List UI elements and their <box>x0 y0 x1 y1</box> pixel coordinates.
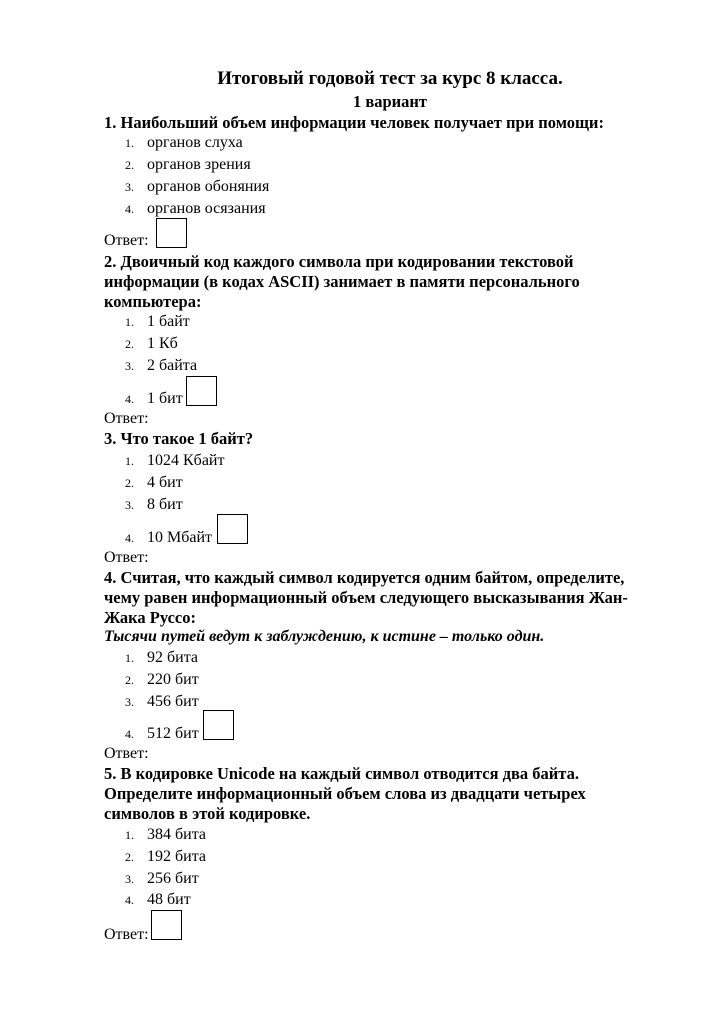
option-text: 384 бита <box>147 826 206 843</box>
q2-answer-box[interactable] <box>186 376 217 406</box>
option-number: 4. <box>125 531 134 545</box>
option-number: 1. <box>125 651 134 665</box>
option-number: 4. <box>125 893 134 907</box>
test-title: Итоговый годовой тест за курс 8 класса. <box>217 68 563 89</box>
question-1-text: 1. Наибольший объем информации человек получает при помощи: <box>104 113 604 132</box>
option-text: органов обоняния <box>147 178 270 195</box>
option-text: 8 бит <box>147 496 183 513</box>
q5-answer-box[interactable] <box>151 910 182 940</box>
q3-answer-box[interactable] <box>217 514 248 544</box>
q5-option-2 <box>125 847 206 867</box>
option-number: 4. <box>125 202 134 216</box>
q2-option-4 <box>125 389 183 409</box>
q2-option-1 <box>125 312 190 332</box>
q3-option-3 <box>125 495 183 515</box>
question-2-text: 2. Двоичный код каждого символа при кодировании текстовой информации (в кодах ASCII) занимает в памяти персонального компьютера: <box>104 252 580 311</box>
q5-option-4 <box>125 890 191 910</box>
q1-option-4 <box>125 199 266 219</box>
option-number: 1. <box>125 315 134 329</box>
question-3-text: 3. Что такое 1 байт? <box>104 429 254 448</box>
option-text: 4 бит <box>147 474 183 491</box>
q4-quote: Тысячи путей ведут к заблуждению, к истине – только один. <box>104 628 545 645</box>
q2-answer-label: Ответ: <box>104 410 149 427</box>
option-text: 10 Мбайт <box>147 529 213 546</box>
option-text: органов зрения <box>147 156 251 173</box>
option-text: 2 байта <box>147 357 198 374</box>
option-number: 4. <box>125 392 134 406</box>
q1-option-3 <box>125 177 269 197</box>
option-number: 1. <box>125 828 134 842</box>
q1-answer-box[interactable] <box>156 218 187 248</box>
option-text: 1024 Кбайт <box>147 452 225 469</box>
option-number: 1. <box>125 136 134 150</box>
option-number: 3. <box>125 695 134 709</box>
option-text: 1 Кб <box>147 335 178 352</box>
q4-option-3 <box>125 692 199 712</box>
q5-answer-label: Ответ: <box>104 926 149 943</box>
q3-option-2 <box>125 473 183 493</box>
q1-option-1 <box>125 133 243 153</box>
option-text: 456 бит <box>147 693 199 710</box>
q4-option-1 <box>125 648 198 668</box>
q4-answer-label: Ответ: <box>104 745 149 762</box>
q4-option-2 <box>125 670 199 690</box>
option-number: 3. <box>125 872 134 886</box>
option-text: 48 бит <box>147 891 191 908</box>
option-number: 2. <box>125 476 134 490</box>
option-text: 192 бита <box>147 848 206 865</box>
option-text: органов осязания <box>147 200 266 217</box>
q5-option-3 <box>125 869 199 889</box>
option-number: 4. <box>125 727 134 741</box>
option-number: 3. <box>125 359 134 373</box>
q1-option-2 <box>125 155 251 175</box>
option-text: 220 бит <box>147 671 199 688</box>
option-number: 3. <box>125 498 134 512</box>
option-text: 256 бит <box>147 870 199 887</box>
option-number: 2. <box>125 850 134 864</box>
option-text: 1 байт <box>147 313 190 330</box>
option-text: 1 бит <box>147 390 183 407</box>
q4-answer-box[interactable] <box>203 710 234 740</box>
q2-option-2 <box>125 334 178 354</box>
option-text: 512 бит <box>147 725 199 742</box>
question-4-text: 4. Считая, что каждый символ кодируется одним байтом, определите, чему равен информационный объем следующего высказывания Жан-Жака Руссо: <box>104 568 628 627</box>
q2-option-3 <box>125 356 197 376</box>
option-number: 1. <box>125 454 134 468</box>
option-number: 2. <box>125 337 134 351</box>
q3-option-4 <box>125 528 212 548</box>
q4-option-4 <box>125 724 199 744</box>
q3-option-1 <box>125 451 224 471</box>
q5-option-1 <box>125 825 206 845</box>
option-text: органов слуха <box>147 134 243 151</box>
q1-answer-label: Ответ: <box>104 232 149 249</box>
q3-answer-label: Ответ: <box>104 549 149 566</box>
option-number: 2. <box>125 673 134 687</box>
option-number: 3. <box>125 180 134 194</box>
question-5-text: 5. В кодировке Unicode на каждый символ отводится два байта. Определите информационный объем слова из двадцати четырех символов в этой кодировке. <box>104 764 586 823</box>
variant-label: 1 вариант <box>352 92 428 111</box>
option-text: 92 бита <box>147 649 198 666</box>
option-number: 2. <box>125 158 134 172</box>
